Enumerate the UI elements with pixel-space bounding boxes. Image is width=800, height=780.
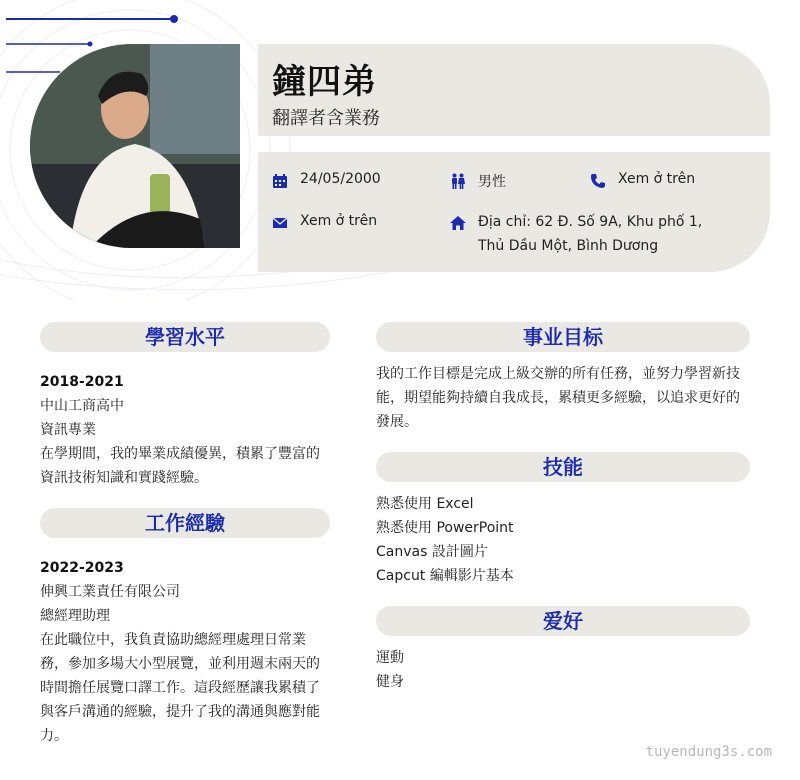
- calendar-icon: [272, 173, 288, 189]
- experience-desc-line: 力。: [40, 728, 68, 744]
- experience-desc-line: 時間擔任展覽口譯工作。這段經歷讓我累積了: [40, 680, 320, 696]
- education-major: 資訊專業: [40, 422, 96, 438]
- education-body: [40, 370, 330, 490]
- experience-company: 伸興工業責任有限公司: [40, 584, 180, 600]
- experience-period: 2022-2023: [40, 560, 124, 576]
- hobbies-list: [376, 646, 750, 694]
- person-photo-icon: [30, 44, 240, 248]
- objective-heading: 事业目标: [376, 322, 750, 352]
- email-value: Xem ở trên: [300, 213, 378, 229]
- gender-value: 男性: [478, 174, 506, 190]
- education-heading: 學習水平: [40, 322, 330, 352]
- hobby-item: 健身: [376, 674, 404, 690]
- address-line-2: Thủ Dầu Một, Bình Dương: [478, 238, 659, 254]
- skill-item: Capcut 編輯影片基本: [376, 568, 514, 584]
- hobbies-heading: 爱好: [376, 606, 750, 636]
- birthday-item: [272, 171, 381, 189]
- objective-line: 我的工作目標是完成上級交辦的所有任務，並努力學習新技: [376, 366, 740, 382]
- left-column: [40, 322, 330, 748]
- experience-desc-line: 與客戶溝通的經驗，提升了我的溝通與應對能: [40, 704, 320, 720]
- full-name: 鐘四弟: [272, 62, 377, 102]
- right-column: [376, 322, 750, 694]
- address-line-1: Địa chỉ: 62 Đ. Số 9A, Khu phố 1,: [478, 214, 703, 230]
- education-school: 中山工商高中: [40, 398, 124, 414]
- education-desc-line: 資訊技術知識和實踐經驗。: [40, 470, 208, 486]
- phone-value: Xem ở trên: [618, 171, 696, 187]
- birthday-value: 24/05/2000: [300, 171, 381, 187]
- hobby-item: 運動: [376, 650, 404, 666]
- email-item: [272, 213, 377, 231]
- home-icon: [450, 215, 466, 231]
- education-desc-line: 在學期間，我的畢業成績優異，積累了豐富的: [40, 446, 320, 462]
- objective-line: 發展。: [376, 414, 418, 430]
- experience-desc-line: 在此職位中，我負責協助總經理處理日常業: [40, 632, 306, 648]
- experience-heading: 工作經驗: [40, 508, 330, 538]
- skill-item: Canvas 設計圖片: [376, 544, 488, 560]
- objective-line: 能，期望能夠持續自我成長，累積更多經驗，以追求更好的: [376, 390, 740, 406]
- objective-body: [376, 362, 750, 434]
- contact-info-panel: [258, 152, 770, 272]
- education-period: 2018-2021: [40, 374, 124, 390]
- gender-icon: [450, 173, 466, 189]
- gender-item: [450, 171, 506, 191]
- skills-list: [376, 492, 750, 588]
- phone-icon: [590, 173, 606, 189]
- skills-heading: 技能: [376, 452, 750, 482]
- watermark: tuyendung3s.com: [645, 744, 772, 760]
- address-item: [450, 213, 702, 258]
- skill-item: 熟悉使用 PowerPoint: [376, 520, 514, 536]
- email-icon: [272, 215, 288, 231]
- job-position: 翻譯者含業務: [272, 108, 380, 129]
- experience-role: 總經理助理: [40, 608, 110, 624]
- header-name-panel: [258, 44, 770, 136]
- experience-body: [40, 556, 330, 748]
- skill-item: 熟悉使用 Excel: [376, 496, 474, 512]
- phone-item: [590, 171, 695, 189]
- experience-desc-line: 務，參加多場大小型展覽，並利用週末兩天的: [40, 656, 320, 672]
- profile-photo: [30, 44, 240, 248]
- address-value: [478, 210, 702, 258]
